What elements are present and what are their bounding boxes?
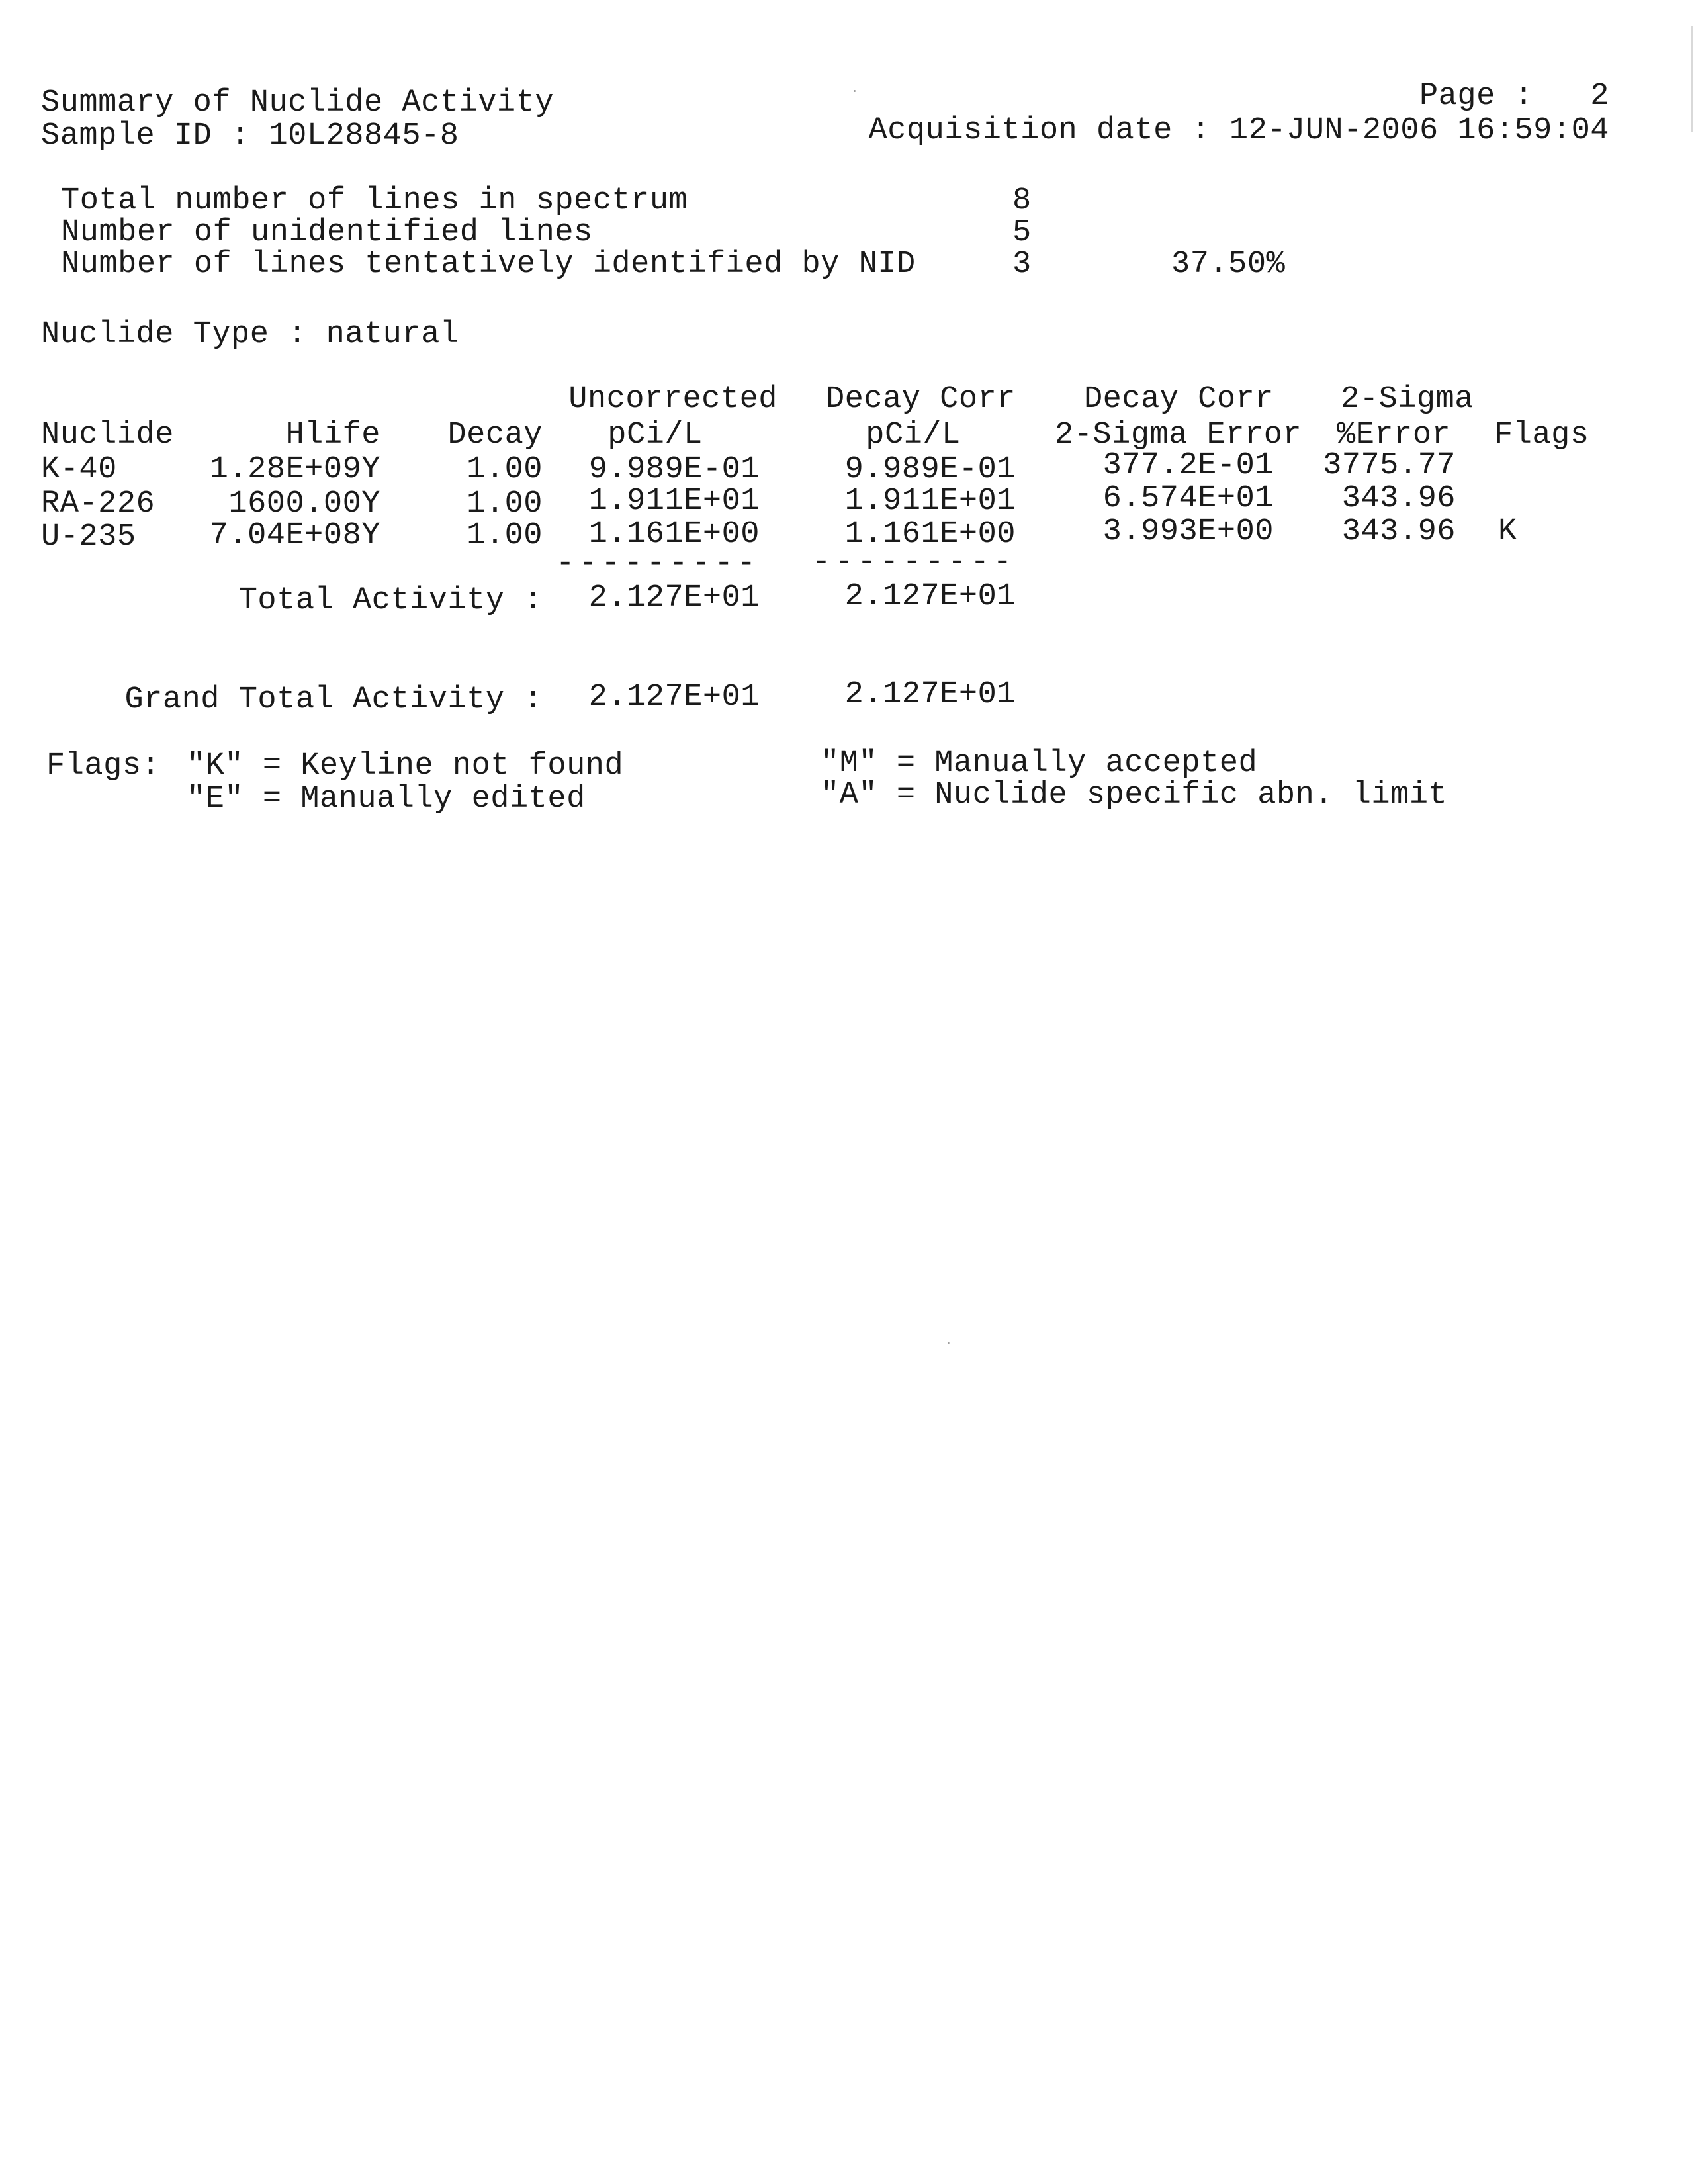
sample-id: Sample ID : 10L28845-8 bbox=[41, 118, 459, 154]
flags-legend-label: Flags: bbox=[46, 749, 161, 784]
separator-decay-corr: --------- bbox=[812, 545, 1016, 580]
grand-total-label: Grand Total Activity : bbox=[124, 682, 543, 717]
cell-hlife: 1.28E+09Y bbox=[209, 452, 380, 487]
cell-decay-corr: 1.911E+01 bbox=[844, 484, 1016, 519]
scan-edge-mark bbox=[1691, 26, 1693, 132]
cell-uncorrected: 1.161E+00 bbox=[588, 517, 760, 552]
header-uncorrected: Uncorrected bbox=[568, 382, 778, 417]
header-uncorrected-unit: pCi/L bbox=[607, 418, 703, 453]
header-decay-corr: Decay Corr bbox=[825, 382, 1016, 417]
cell-nuclide: U-235 bbox=[41, 520, 136, 555]
scan-speck bbox=[948, 1342, 950, 1344]
acquisition-date: Acquisition date : 12-JUN-2006 16:59:04 bbox=[868, 113, 1609, 148]
page-number: Page : 2 bbox=[1419, 79, 1609, 114]
header-hlife: Hlife bbox=[285, 418, 380, 453]
header-nuclide: Nuclide bbox=[41, 418, 174, 453]
total-activity-label: Total Activity : bbox=[238, 583, 543, 618]
cell-pct-error: 3775.77 bbox=[1323, 448, 1456, 483]
header-flags: Flags bbox=[1494, 418, 1589, 453]
flag-a-description: "A" = Nuclide specific abn. limit bbox=[821, 778, 1448, 813]
cell-hlife: 1600.00Y bbox=[228, 486, 380, 522]
separator-uncorrected: --------- bbox=[556, 546, 760, 581]
summary-label-total-lines: Total number of lines in spectrum bbox=[61, 183, 688, 218]
cell-pct-error: 343.96 bbox=[1341, 481, 1456, 516]
cell-decay-corr: 9.989E-01 bbox=[844, 452, 1016, 487]
grand-total-decay-corr: 2.127E+01 bbox=[844, 677, 1016, 712]
header-sigma-error: 2-Sigma Error bbox=[1055, 418, 1302, 453]
cell-nuclide: K-40 bbox=[41, 452, 117, 487]
flag-k-description: "K" = Keyline not found bbox=[187, 749, 624, 784]
header-decay: Decay bbox=[447, 418, 543, 453]
nuclide-type: Nuclide Type : natural bbox=[41, 317, 459, 352]
cell-decay-corr: 1.161E+00 bbox=[844, 517, 1016, 552]
summary-label-unidentified: Number of unidentified lines bbox=[61, 215, 593, 250]
total-activity-uncorrected: 2.127E+01 bbox=[588, 580, 760, 615]
summary-value-unidentified: 5 bbox=[1012, 215, 1032, 250]
cell-hlife: 7.04E+08Y bbox=[209, 518, 380, 553]
cell-decay: 1.00 bbox=[467, 452, 543, 487]
cell-flags: K bbox=[1498, 514, 1517, 549]
summary-percent-identified: 37.50% bbox=[1171, 247, 1286, 282]
cell-sigma-error: 6.574E+01 bbox=[1102, 481, 1274, 516]
summary-value-identified: 3 bbox=[1012, 247, 1032, 282]
cell-uncorrected: 1.911E+01 bbox=[588, 484, 760, 519]
summary-value-total-lines: 8 bbox=[1012, 183, 1032, 218]
summary-label-identified: Number of lines tentatively identified by NID bbox=[61, 247, 916, 282]
cell-decay: 1.00 bbox=[467, 518, 543, 553]
cell-uncorrected: 9.989E-01 bbox=[588, 452, 760, 487]
cell-nuclide: RA-226 bbox=[41, 486, 156, 522]
header-two-sigma: 2-Sigma bbox=[1341, 382, 1474, 417]
scan-speck bbox=[854, 90, 856, 92]
header-pct-error: %Error bbox=[1337, 418, 1451, 453]
cell-sigma-error: 377.2E-01 bbox=[1102, 448, 1274, 483]
report-title: Summary of Nuclide Activity bbox=[41, 85, 555, 120]
flag-e-description: "E" = Manually edited bbox=[187, 782, 586, 817]
total-activity-decay-corr: 2.127E+01 bbox=[844, 579, 1016, 614]
header-decay-corr-error: Decay Corr bbox=[1083, 382, 1274, 417]
header-decay-corr-unit: pCi/L bbox=[866, 418, 961, 453]
cell-pct-error: 343.96 bbox=[1341, 514, 1456, 549]
grand-total-uncorrected: 2.127E+01 bbox=[588, 680, 760, 715]
cell-decay: 1.00 bbox=[467, 486, 543, 522]
flag-m-description: "M" = Manually accepted bbox=[821, 746, 1258, 781]
cell-sigma-error: 3.993E+00 bbox=[1102, 514, 1274, 549]
